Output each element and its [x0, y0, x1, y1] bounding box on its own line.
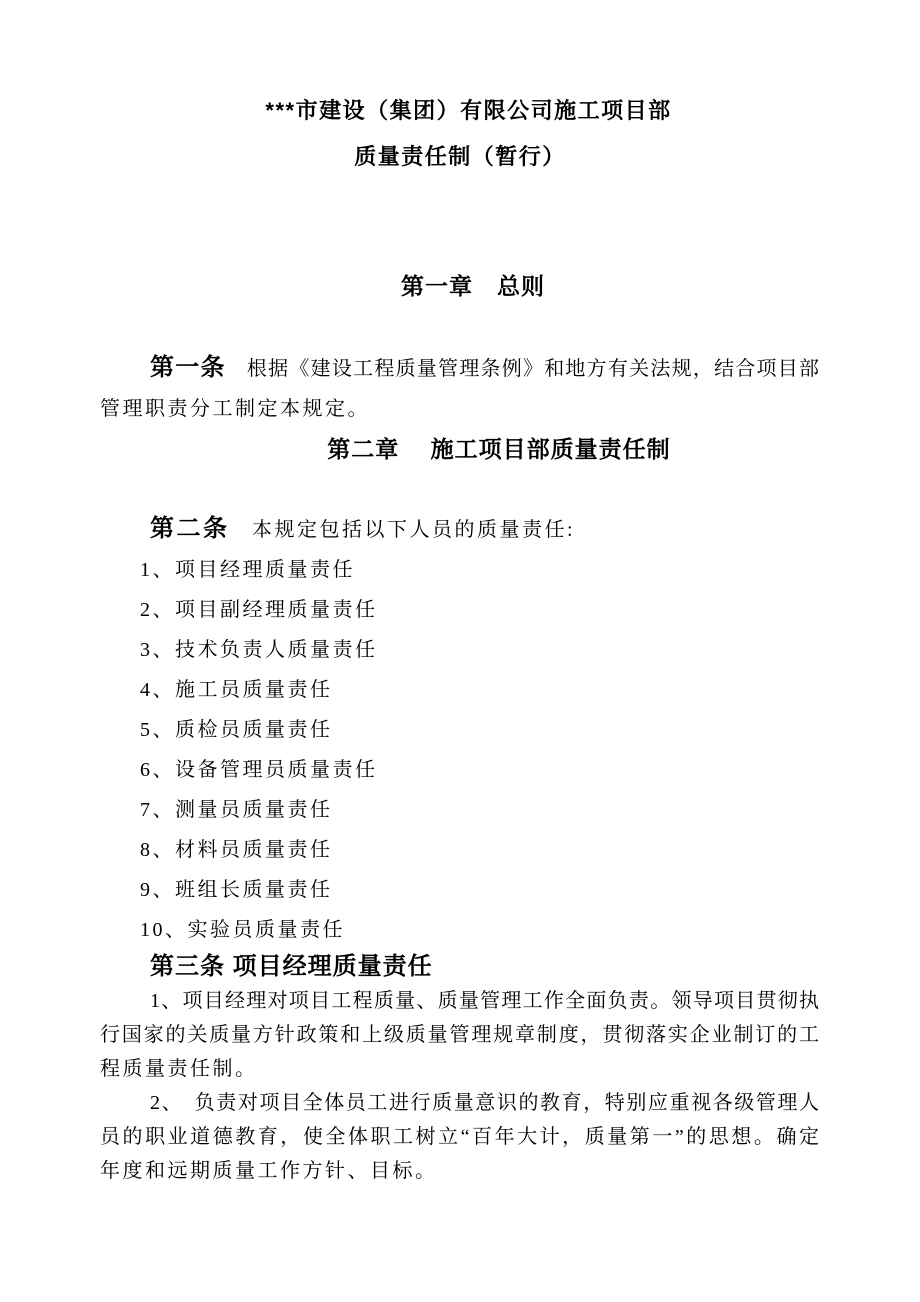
duty-list-item: 3、技术负责人质量责任 [140, 639, 378, 661]
duty-list-item: 9、班组长质量责任 [140, 879, 333, 901]
duty-list [100, 550, 820, 950]
document-title-line-1: ***市建设（集团）有限公司施工项目部 [265, 98, 672, 123]
duty-list-item: 10、实验员质量责任 [140, 919, 345, 941]
duty-list-item: 4、施工员质量责任 [140, 679, 333, 701]
article-3-paragraph-2 [100, 1086, 820, 1188]
article-1-text: 根据《建设工程质量管理条例》和地方有关法规，结合项目部 [225, 358, 821, 380]
document-content [100, 0, 820, 1188]
article-3-paragraph-2-line-3: 年度和远期质量工作方针、目标。 [100, 1160, 438, 1182]
document-title-block [100, 0, 820, 180]
article-1 [100, 348, 820, 429]
article-2 [100, 509, 820, 550]
duty-list-item: 5、质检员质量责任 [140, 719, 333, 741]
document-title-line-2: 质量责任制（暂行） [354, 144, 566, 169]
chapter-2-heading: 第二章 施工项目部质量责任制 [327, 436, 671, 462]
duty-list-item: 6、设备管理员质量责任 [140, 759, 378, 781]
article-1-label: 第一条 [150, 354, 226, 381]
article-3 [100, 950, 820, 1188]
article-1-line-1 [100, 348, 820, 389]
article-3-paragraph-2-line-1: 2、 负责对项目全体员工进行质量意识的教育，特别应重视各级管理人 [150, 1092, 820, 1114]
article-3-paragraph-1-line-1: 1、项目经理对项目工程质量、质量管理工作全面负责。领导项目贯彻执 [150, 990, 820, 1012]
duty-list-item: 2、项目副经理质量责任 [140, 599, 378, 621]
article-2-label: 第二条 [150, 515, 230, 542]
article-3-paragraph-2-line-2: 员的职业道德教育，使全体职工树立“百年大计，质量第一”的思想。确定 [100, 1126, 820, 1148]
article-2-text: 本规定包括以下人员的质量责任: [229, 519, 576, 541]
article-1-line-2: 管理职责分工制定本规定。 [100, 398, 370, 420]
article-3-paragraph-1 [100, 984, 820, 1086]
article-3-heading: 第三条 项目经理质量责任 [150, 953, 433, 980]
duty-list-item: 1、项目经理质量责任 [140, 559, 355, 581]
chapter-1-heading: 第一章 总则 [401, 273, 545, 299]
article-2-line [100, 509, 820, 550]
article-3-paragraph-1-line-3: 程质量责任制。 [100, 1058, 258, 1080]
duty-list-item: 8、材料员质量责任 [140, 839, 333, 861]
duty-list-item: 7、测量员质量责任 [140, 799, 333, 821]
article-3-paragraph-1-line-2: 行国家的关质量方针政策和上级质量管理规章制度，贯彻落实企业制订的工 [100, 1024, 820, 1046]
